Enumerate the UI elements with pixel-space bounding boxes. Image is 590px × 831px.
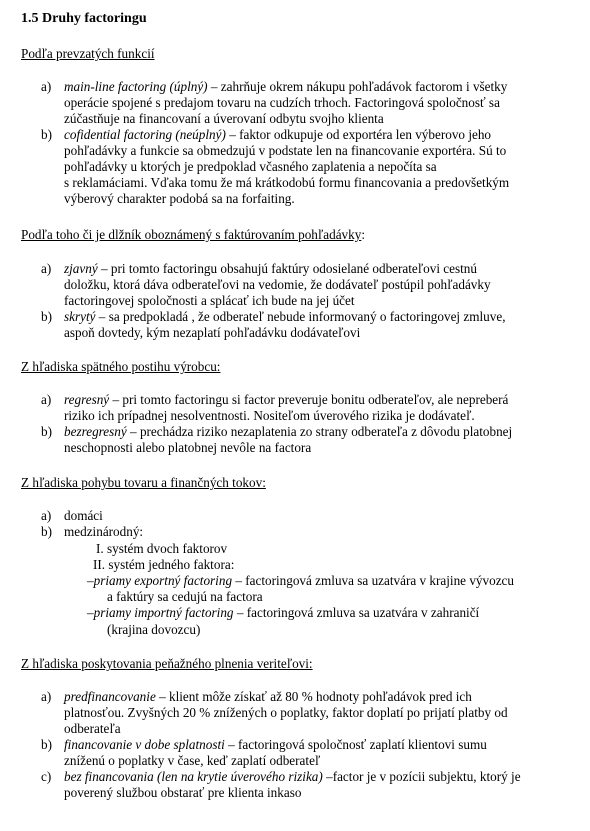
list-item: skrytý – sa predpokladá , že odberateľ nebude informovaný o factoringovej zmluve, [64,309,506,324]
list-item-line: neschopnosti alebo platobnej nevôle na factora [64,440,312,455]
dash-item: –priamy exportný factoring – factoringová zmluva sa uzatvára v krajine vývozcu [87,573,514,588]
section-heading-functions: Podľa prevzatých funkcií [21,46,155,61]
section-heading-payment: Z hľadiska poskytovania peňažného plnenia veriteľovi: [21,656,313,671]
list-marker: b) [41,737,52,752]
list-item: medzinárodný: [64,524,144,539]
dash-item: –priamy importný factoring – factoringová zmluva sa uzatvára v zahraničí [87,605,480,620]
list-item-line: doložku, ktorá dáva odberateľovi na vedomie, že dodávateľ postúpil pohľadávky [64,277,491,292]
list-item-line: pohľadávky u ktorých je predpoklad včasného zaplatenia a nepočíta sa [64,159,437,174]
document-title: 1.5 Druhy factoringu [21,11,147,26]
term: bezregresný [64,424,127,439]
list-marker: c) [41,769,52,784]
list-item: main-line factoring (úplný) – zahrňuje okrem nákupu pohľadávok factorom i všetky [64,79,508,94]
list-item: bez financovania (len na krytie úverového rizika) –factor je v pozícii subjektu, ktorý je [64,769,521,784]
list-marker: b) [41,309,52,324]
list-item: domáci [64,508,103,523]
term: priamy exportný factoring [93,573,233,588]
list-item-line: výberový charakter podobá sa na forfaiting. [64,191,295,206]
list-item-line: odberateľa [64,721,121,736]
term: financovanie v dobe splatnosti [64,737,225,752]
term: main-line factoring (úplný) [64,79,208,94]
list-item-line: factoringovej spoločnosti a splácať ich bude na jej účet [64,293,355,308]
list-item-line: aspoň dovtedy, kým nezaplatí pohľadávku dodávateľovi [64,325,361,340]
list-item: predfinancovanie – klient môže získať až 80 % hodnoty pohľadávok pred ich [64,689,472,704]
list-item: regresný – pri tomto factoringu si factor preveruje bonitu odberateľov, ale nepreberá [64,392,509,407]
dash-item-line: a faktúry sa cedujú na factora [107,589,263,604]
dash-item-line: (krajina dovozcu) [107,622,201,637]
list-item: financovanie v dobe splatnosti – factoringová spoločnosť zaplatí klientovi sumu [64,737,487,752]
list-item-line: riziko ich prípadnej nesolventnosti. Nositeľom úverového rizika je dodávateľ. [64,408,475,423]
section-heading-goods-flow: Z hľadiska pohybu tovaru a finančných tokov: [21,475,266,490]
sub-item-ii: II. systém jedného faktora: [93,557,235,572]
list-item-line: poverený službou obstarať pre klienta inkaso [64,785,302,800]
term: regresný [64,392,110,407]
list-marker: a) [41,261,52,276]
sub-item-i: I. systém dvoch faktorov [96,541,228,556]
term: priamy importný factoring [93,605,234,620]
list-marker: a) [41,689,52,704]
list-item-line: zúčastňuje na financovaní a úverovaní odbytu svojho klienta [64,111,384,126]
list-marker: b) [41,524,52,539]
list-marker: b) [41,127,52,142]
list-item: zjavný – pri tomto factoringu obsahujú faktúry odosielané odberateľovi cestnú [64,261,477,276]
list-item-line: platnosťou. Zvyšných 20 % znížených o poplatky, faktor doplatí po prijatí platby od [64,705,508,720]
list-item-line: pohľadávky a funkcie sa obmedzujú v podstate len na financovanie exportéra. Sú to [64,143,507,158]
term: bez financovania (len na krytie úverového rizika) [64,769,323,784]
list-marker: a) [41,79,52,94]
term: zjavný [64,261,98,276]
list-item-line: zníženú o poplatky v čase, keď zaplatí odberateľ [64,753,321,768]
term: skrytý [64,309,96,324]
list-marker: a) [41,392,52,407]
list-item-line: operácie spojené s predajom tovaru na cudzích trhoch. Factoringová spoločnosť sa [64,95,500,110]
list-marker: a) [41,508,52,523]
section-heading-debtor: Podľa toho či je dlžník oboznámený s faktúrovaním pohľadávky: [21,227,365,242]
list-marker: b) [41,424,52,439]
list-item-line: s reklamáciami. Vďaka tomu že má krátkodobú formu financovania a predovšetkým [64,175,510,190]
term: cofidential factoring (neúplný) [64,127,226,142]
section-heading-recourse: Z hľadiska spätného postihu výrobcu: [21,359,221,374]
term: predfinancovanie [64,689,156,704]
list-item: bezregresný – prechádza riziko nezaplatenia zo strany odberateľa z dôvodu platobnej [64,424,513,439]
list-item: cofidential factoring (neúplný) – faktor odkupuje od exportéra len výberovo jeho [64,127,492,142]
